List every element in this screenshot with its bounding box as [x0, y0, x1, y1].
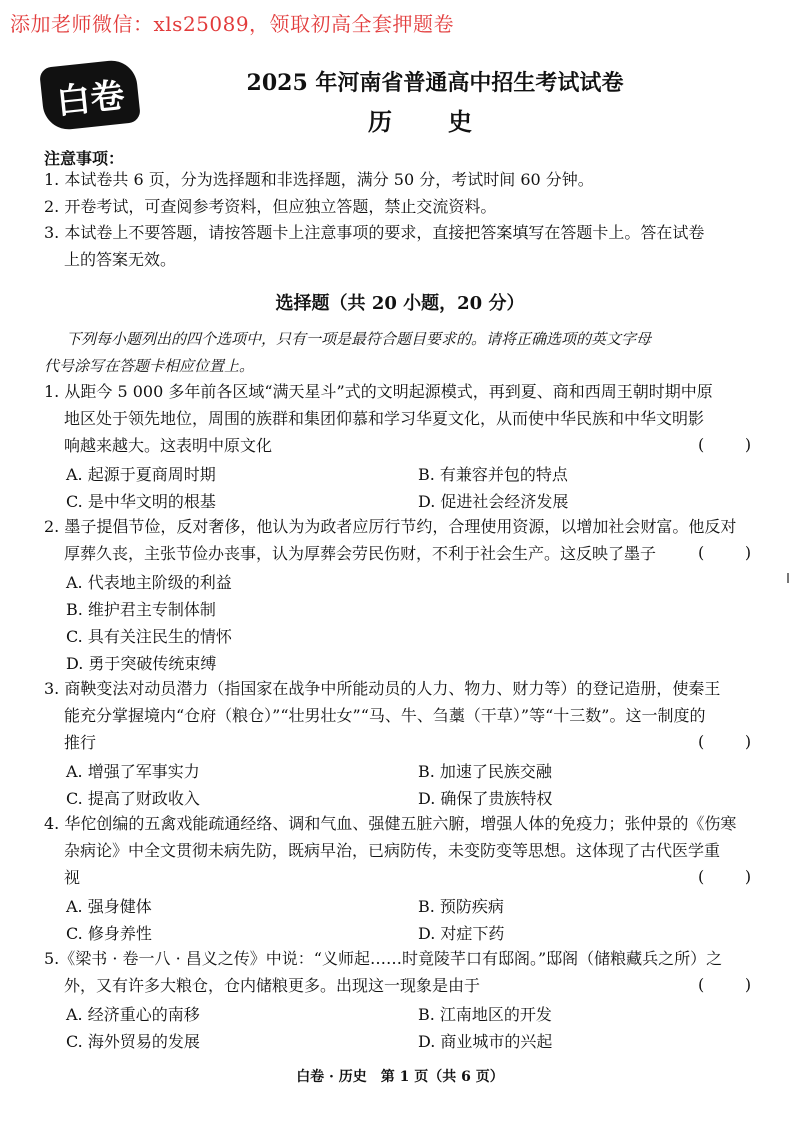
question-5-option-b: B. 江南地区的开发 — [418, 1005, 552, 1024]
section-title: 选择题（共 20 小题，20 分） — [275, 293, 525, 314]
question-3-line: 推行 — [64, 733, 97, 752]
question-1-option-a: A. 起源于夏商周时期 — [66, 465, 216, 484]
question-4-line: 杂病论》中全文贯彻未病先防，既病早治，已病防传，未变防变等思想。这体现了古代医学重 — [64, 841, 721, 860]
question-1-line: 1. 从距今 5 000 多年前各区域“满天星斗”式的文明起源模式，再到夏、商和西周王朝时期中原 — [44, 382, 713, 401]
question-2-line: 2. 墨子提倡节俭，反对奢侈，他认为为政者应厉行节约，合理使用资源，以增加社会财富。他反对 — [44, 517, 737, 536]
question-3-option-c: C. 提高了财政收入 — [66, 789, 200, 808]
question-3-option-a: A. 增强了军事实力 — [66, 762, 200, 781]
question-3-option-d: D. 确保了贵族特权 — [418, 789, 553, 808]
question-4-option-a: A. 强身健体 — [66, 897, 152, 916]
question-1-option-b: B. 有兼容并包的特点 — [418, 465, 568, 484]
question-1-line: 响越来越大。这表明中原文化 — [64, 436, 273, 455]
section-instruction: 下列每小题列出的四个选项中，只有一项是最符合题目要求的。请将正确选项的英文字母 — [66, 330, 652, 348]
paper-badge: 白卷 — [39, 58, 141, 132]
note-item: 2. 开卷考试，可查阅参考资料，但应独立答题，禁止交流资料。 — [44, 197, 497, 216]
question-2-option-b: B. 维护君主专制体制 — [66, 600, 216, 619]
question-1-line: 地区处于领先地位，周围的族群和集团仰慕和学习华夏文化，从而使中华民族和中华文明影 — [64, 409, 705, 428]
note-item: 上的答案无效。 — [64, 250, 177, 269]
question-1-option-c: C. 是中华文明的根基 — [66, 492, 216, 511]
page-footer: 白卷 · 历史 第 1 页（共 6 页） — [296, 1069, 504, 1085]
answer-paren: ( ) — [698, 975, 752, 994]
question-4-option-d: D. 对症下药 — [418, 924, 505, 943]
question-2-option-a: A. 代表地主阶级的利益 — [66, 573, 232, 592]
question-5-option-d: D. 商业城市的兴起 — [418, 1032, 553, 1051]
question-4-line: 视 — [64, 868, 81, 887]
question-4-option-c: C. 修身养性 — [66, 924, 152, 943]
question-2-line: 厚葬久丧，主张节俭办丧事，认为厚葬会劳民伤财，不利于社会生产。这反映了墨子 — [64, 544, 657, 563]
question-5-option-c: C. 海外贸易的发展 — [66, 1032, 200, 1051]
question-5-line: 外，又有许多大粮仓，仓内储粮更多。出现这一现象是由于 — [64, 976, 481, 995]
question-5-option-a: A. 经济重心的南移 — [66, 1005, 200, 1024]
answer-paren: ( ) — [698, 543, 752, 562]
note-item: 1. 本试卷共 6 页，分为选择题和非选择题，满分 50 分，考试时间 60 分钟。 — [44, 170, 594, 189]
subject-title: 历史 — [368, 107, 528, 136]
answer-paren: ( ) — [698, 867, 752, 886]
section-instruction: 代号涂写在答题卡相应位置上。 — [44, 357, 255, 375]
exam-title: 2025 年河南省普通高中招生考试试卷 — [246, 70, 624, 96]
notes-heading: 注意事项： — [44, 149, 125, 168]
question-4-line: 4. 华佗创编的五禽戏能疏通经络、调和气血、强健五脏六腑，增强人体的免疫力；张仲景的《伤寒 — [44, 814, 737, 833]
note-item: 3. 本试卷上不要答题，请按答题卡上注意事项的要求，直接把答案填写在答题卡上。答在试卷 — [44, 223, 705, 242]
question-2-option-d: D. 勇于突破传统束缚 — [66, 654, 217, 673]
question-3-line: 3. 商鞅变法对动员潜力（指国家在战争中所能动员的人力、物力、财力等）的登记造册，使秦王 — [44, 679, 721, 698]
scan-edge-mark — [787, 573, 789, 583]
watermark-text: 添加老师微信：xls25089，领取初高全套押题卷 — [10, 12, 455, 36]
question-3-option-b: B. 加速了民族交融 — [418, 762, 552, 781]
question-1-option-d: D. 促进社会经济发展 — [418, 492, 569, 511]
question-4-option-b: B. 预防疾病 — [418, 897, 504, 916]
answer-paren: ( ) — [698, 732, 752, 751]
question-5-line: 5.《梁书 · 卷一八 · 昌义之传》中说：“义师起……时竟陵芊口有邸阁。”邸阁（储粮藏兵之所）之 — [44, 949, 723, 968]
answer-paren: ( ) — [698, 435, 752, 454]
question-2-option-c: C. 具有关注民生的情怀 — [66, 627, 232, 646]
question-3-line: 能充分掌握境内“仓府（粮仓）”“壮男壮女”“马、牛、刍藁（干草）”等“十三数”。这一制度的 — [64, 706, 706, 725]
